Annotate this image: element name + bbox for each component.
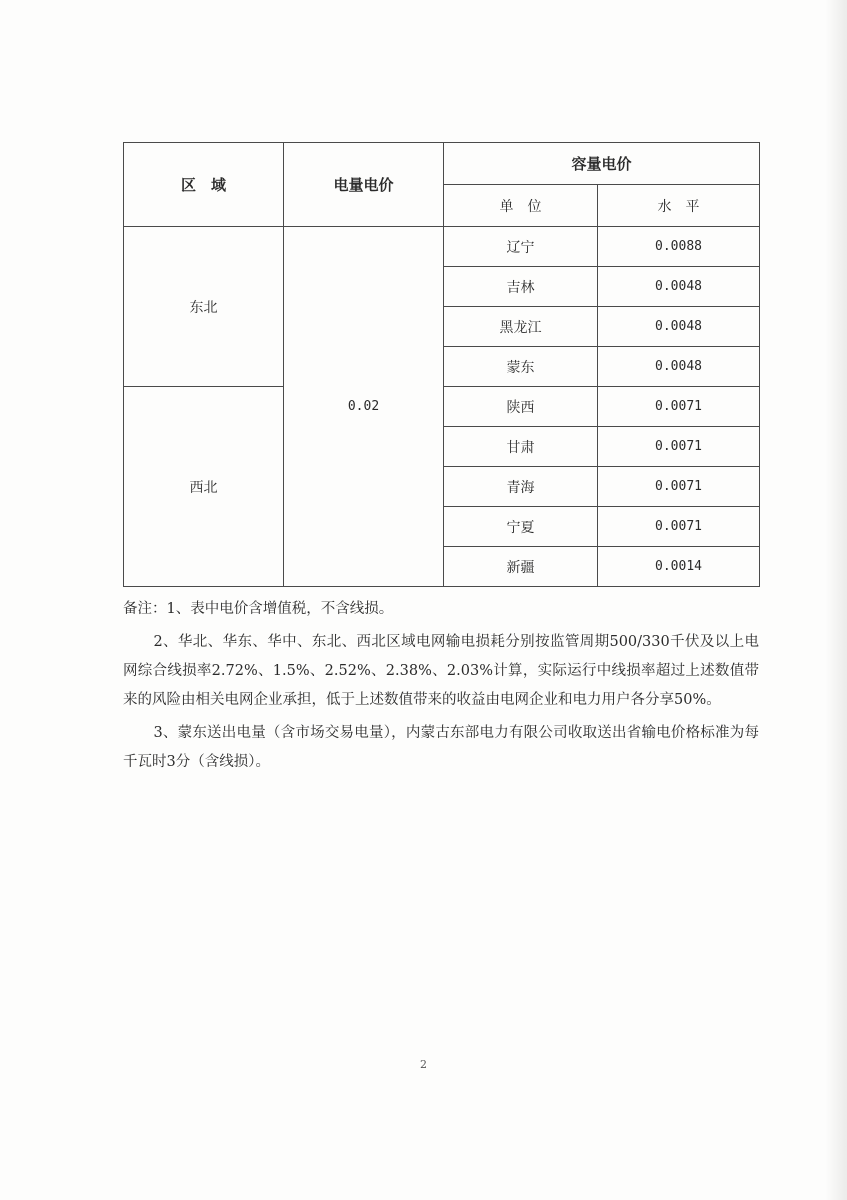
level-cell: 0.0014	[598, 547, 760, 587]
level-cell: 0.0048	[598, 267, 760, 307]
price-table	[123, 142, 760, 587]
unit-cell: 辽宁	[444, 227, 598, 267]
level-cell: 0.0071	[598, 387, 760, 427]
table-row	[124, 227, 760, 267]
unit-cell: 陕西	[444, 387, 598, 427]
note-2: 2、华北、华东、华中、东北、西北区域电网输电损耗分别按监管周期500/330千伏及以上电网综合线损率2.72%、1.5%、2.52%、2.38%、2.03%计算，实际运行中线损率超过上述数值带来的风险由相关电网企业承担，低于上述数值带来的收益由电网企业和电力用户各分享50%。	[123, 634, 759, 708]
unit-cell: 新疆	[444, 547, 598, 587]
header-capacity-price: 容量电价	[444, 143, 760, 185]
unit-cell: 青海	[444, 467, 598, 507]
header-level: 水 平	[598, 185, 760, 227]
level-cell: 0.0048	[598, 307, 760, 347]
page-number: 2	[420, 1058, 427, 1071]
region-cell-northeast: 东北	[124, 227, 284, 387]
unit-cell: 甘肃	[444, 427, 598, 467]
energy-price-cell: 0.02	[284, 227, 444, 587]
level-cell: 0.0048	[598, 347, 760, 387]
note-1: 备注：1、表中电价含增值税，不含线损。	[123, 601, 394, 617]
notes-section	[123, 595, 759, 781]
level-cell: 0.0071	[598, 507, 760, 547]
unit-cell: 黑龙江	[444, 307, 598, 347]
unit-cell: 宁夏	[444, 507, 598, 547]
unit-cell: 吉林	[444, 267, 598, 307]
region-cell-northwest: 西北	[124, 387, 284, 587]
page-edge-shadow	[825, 0, 847, 1200]
level-cell: 0.0088	[598, 227, 760, 267]
unit-cell: 蒙东	[444, 347, 598, 387]
header-unit: 单 位	[444, 185, 598, 227]
level-cell: 0.0071	[598, 467, 760, 507]
header-region: 区 域	[124, 143, 284, 227]
note-3: 3、蒙东送出电量（含市场交易电量），内蒙古东部电力有限公司收取送出省输电价格标准为每千瓦时3分（含线损）。	[123, 725, 759, 770]
header-energy-price: 电量电价	[284, 143, 444, 227]
level-cell: 0.0071	[598, 427, 760, 467]
